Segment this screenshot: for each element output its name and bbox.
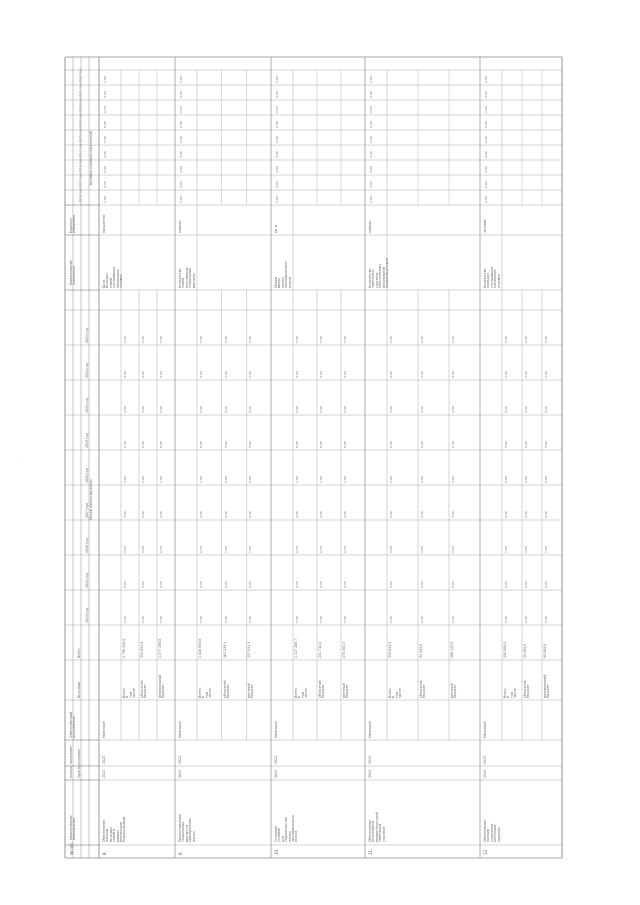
section-3-value-2-5: 0,00 [451, 441, 455, 448]
section-4-target-3: 0,00 [484, 151, 488, 158]
section-1-value-0-0: 0,00 [199, 616, 203, 623]
section-2-value-1-6: 0,00 [319, 406, 323, 413]
section-1-target-5: 0,00 [179, 121, 183, 128]
section-0-value-1-1: 0,00 [141, 581, 145, 588]
section-4-value-2-1: 0,00 [544, 581, 548, 588]
section-3-value-0-4: 0,00 [389, 476, 393, 483]
section-4-value-0-0: 0,00 [504, 616, 508, 623]
section-4-value-0-7: 0,00 [504, 371, 508, 378]
section-3-value-1-2: 0,00 [420, 546, 424, 553]
section-3-executor: Минстрой [368, 721, 372, 738]
section-4-unit: человек [483, 219, 487, 233]
section-1-value-2-5: 0,00 [248, 441, 253, 448]
header-no: № п/п [69, 842, 74, 855]
section-2-value-1-2: 0,00 [319, 546, 323, 553]
section-1-value-2-8: 0,00 [248, 336, 253, 343]
section-3-value-1-1: 0,00 [420, 581, 424, 588]
header-year-7: 2021 год [85, 363, 89, 378]
section-3-value-2-0: 0,00 [451, 616, 455, 623]
section-2-target-0: 0,00 [275, 196, 279, 203]
section-0-value-1-0: 0,00 [141, 616, 145, 623]
section-4-value-1-6: 0,00 [524, 406, 528, 413]
section-1-target-2: 0,00 [179, 166, 183, 173]
section-2-value-0-2: 0,00 [295, 546, 299, 553]
header-name: Наименование мероприятия [69, 815, 77, 840]
section-1-end: 2022 [178, 755, 182, 764]
section-4-value-0-5: 0,00 [504, 441, 508, 448]
section-2-unit: кв. м [274, 224, 278, 233]
section-3-value-2-8: 0,00 [451, 336, 455, 343]
section-4-value-0-2: 0,00 [504, 546, 508, 553]
section-1-value-1-0: 0,00 [223, 616, 228, 623]
section-1-unit: единиц [178, 220, 182, 233]
section-0-value-0-6: 0,00 [123, 406, 127, 413]
header-year-1: 2015 год [85, 573, 89, 588]
section-1-value-2-7: 0,00 [248, 371, 253, 378]
section-1-total-0: 1 016 893,6 [198, 638, 202, 658]
section-1-target-7: 0,00 [179, 91, 183, 98]
section-4-value-1-2: 0,00 [524, 546, 528, 553]
section-0-value-0-2: 0,00 [123, 546, 127, 553]
section-4-value-2-2: 0,00 [544, 546, 548, 553]
section-2-executor: Минстрой [274, 721, 278, 738]
section-3-total-2: 168 422,0 [450, 641, 454, 658]
section-3-value-2-7: 0,00 [451, 371, 455, 378]
section-1-value-0-2: 0,00 [199, 546, 203, 553]
section-3-value-2-4: 0,00 [451, 476, 455, 483]
section-1-value-1-8: 0,00 [223, 336, 228, 343]
section-4-value-1-1: 0,00 [524, 581, 528, 588]
section-1-value-0-6: 0,00 [199, 406, 203, 413]
section-3-target-2: 0,00 [369, 166, 373, 173]
section-4-name: Обеспечение жильем отдельных категорий граждан [483, 819, 501, 842]
section-4-target-1: 0,00 [484, 181, 488, 188]
header-target: Целевые значения показателей [89, 131, 93, 185]
section-4-value-1-5: 0,00 [524, 441, 528, 448]
section-3-no: 11. [368, 848, 373, 855]
section-4-value-0-4: 0,00 [504, 476, 508, 483]
section-4-total-0: 100 000,0 [503, 641, 507, 658]
header-unit: Единица измерения [69, 214, 77, 233]
section-0-start: 2014 [102, 769, 106, 778]
section-4-value-0-3: 0,00 [504, 511, 508, 518]
section-0-value-2-1: 0,00 [159, 581, 163, 588]
section-4-value-2-0: 0,00 [544, 616, 548, 623]
section-0-value-2-6: 0,00 [159, 406, 163, 413]
section-2-end: 2022 [274, 755, 278, 764]
section-2-value-1-7: 0,00 [319, 371, 323, 378]
section-4-target-2: 0,00 [484, 166, 488, 173]
section-2-target-7: 0,00 [275, 91, 279, 98]
section-3-source-1: областной бюджет [419, 680, 427, 698]
section-4-value-1-8: 0,00 [524, 336, 528, 343]
section-4-total-2: 80 000,0 [543, 643, 547, 658]
section-4-source-0: Всего, в том числе [503, 687, 518, 698]
section-2-value-1-3: 0,00 [319, 511, 323, 518]
section-3-value-1-3: 0,00 [420, 511, 424, 518]
section-4-value-2-6: 0,00 [544, 406, 548, 413]
section-0-target-6: 0,00 [103, 106, 107, 113]
section-1-source-0: Всего, в том числе [198, 687, 213, 698]
section-3-value-1-7: 0,00 [420, 371, 424, 378]
header-end: окончание [69, 746, 73, 764]
section-2-value-2-2: 0,00 [343, 546, 347, 553]
section-4-value-2-8: 0,00 [544, 336, 548, 343]
section-4-start: 2014 [483, 769, 487, 778]
section-0-value-1-3: 0,00 [141, 511, 145, 518]
section-0-indicator: Доля молодых семей, улучшивших жилищные условия [102, 266, 124, 288]
section-3-value-0-5: 0,00 [389, 441, 393, 448]
section-2-value-2-6: 0,00 [343, 406, 347, 413]
section-0-value-0-7: 0,00 [123, 371, 127, 378]
section-0-unit: процентов [102, 215, 106, 233]
section-0-no: 8. [102, 851, 107, 855]
section-1-value-1-4: 0,00 [223, 476, 228, 483]
margin-mark: - [21, 456, 25, 458]
section-1-name: Предоставление социальных выплат на приобретение жилья [178, 813, 196, 842]
section-3-target-8: 0,00 [369, 76, 373, 83]
section-4-target-8: 0,00 [484, 76, 488, 83]
section-0-value-2-0: 0,00 [159, 616, 163, 623]
section-0-value-2-2: 0,00 [159, 546, 163, 553]
section-0-source-1: областной бюджет [140, 680, 148, 698]
header-year-6: 2020 год [85, 398, 89, 413]
header-year-0: 2014 год [85, 608, 89, 623]
section-0-value-1-4: 0,00 [141, 476, 145, 483]
section-2-value-2-4: 0,00 [343, 476, 347, 483]
section-2-value-0-7: 0,00 [295, 371, 299, 378]
section-0-target-2: 0,00 [103, 166, 107, 173]
section-1-value-0-7: 0,00 [199, 371, 203, 378]
section-3-value-1-4: 0,00 [420, 476, 424, 483]
section-4-source-1: областной бюджет [523, 680, 531, 698]
section-2-target-1: 0,00 [275, 181, 279, 188]
section-0-target-5: 0,00 [103, 121, 107, 128]
section-2-target-3: 0,00 [275, 151, 279, 158]
section-0-source-2: федеральный бюджет [158, 674, 166, 698]
section-2-no: 10. [274, 848, 279, 855]
section-3-target-5: 0,00 [369, 121, 373, 128]
section-3-total-0: 359 843,5 [388, 641, 392, 658]
section-1-no: 9. [178, 851, 183, 855]
section-2-start: 2014 [274, 769, 278, 778]
section-0-total-2: 1 077 298,8 [158, 638, 162, 658]
header-target-year-2: 2016 год [78, 158, 82, 173]
section-1-source-1: областной бюджет [222, 680, 231, 698]
header-target-year-6: 2020 год [78, 98, 82, 113]
section-2-value-1-4: 0,00 [319, 476, 323, 483]
section-1-value-0-8: 0,00 [199, 336, 203, 343]
section-4-value-2-4: 0,00 [544, 476, 548, 483]
section-3-value-2-6: 0,00 [451, 406, 455, 413]
section-1-value-2-0: 0,00 [248, 616, 253, 623]
section-0-end: 2022 [102, 755, 106, 764]
section-3-name: Обеспечение инженерной инфраструктурой земельных участков [368, 811, 386, 842]
section-0-value-1-8: 0,00 [141, 336, 145, 343]
header-indicator: Наименование показателя [69, 260, 77, 285]
section-2-target-5: 0,00 [275, 121, 279, 128]
section-0-name: Обеспечение жильем молодых семей в рамках реализации подпрограммы [102, 816, 127, 842]
section-0-value-2-5: 0,00 [159, 441, 163, 448]
section-0-value-0-1: 0,00 [123, 581, 127, 588]
section-2-value-1-0: 0,00 [319, 616, 323, 623]
section-2-total-2: 470 482,0 [342, 641, 346, 658]
section-3-value-0-3: 0,00 [389, 511, 393, 518]
section-1-value-2-3: 0,00 [248, 511, 253, 518]
section-0-target-4: 0,00 [103, 136, 107, 143]
section-4-target-4: 0,00 [484, 136, 488, 143]
section-1-target-6: 0,00 [179, 106, 183, 113]
section-0-value-1-2: 0,00 [141, 546, 145, 553]
section-3-value-1-5: 0,00 [420, 441, 424, 448]
section-2-value-0-8: 0,00 [295, 336, 299, 343]
section-3-indicator: Количество земельных участков, обеспеченных инженерной инфраструктурой [368, 257, 390, 288]
section-0-value-0-8: 0,00 [123, 336, 127, 343]
header-executor: Ответственный исполнитель [69, 711, 77, 738]
section-2-target-6: 0,00 [275, 106, 279, 113]
section-0-value-2-4: 0,00 [159, 476, 163, 483]
section-1-value-1-6: 0,00 [223, 406, 228, 413]
section-4-target-6: 0,00 [484, 106, 488, 113]
section-1-value-1-3: 0,00 [223, 511, 228, 518]
section-0-value-0-3: 0,00 [123, 511, 127, 518]
section-1-target-3: 0,00 [179, 151, 183, 158]
section-2-value-0-1: 0,00 [295, 581, 299, 588]
section-4-value-1-7: 0,00 [524, 371, 528, 378]
section-2-source-0: Всего, в том числе [294, 687, 309, 698]
section-3-value-2-2: 0,00 [451, 546, 455, 553]
section-2-name: Создание условий для строительства жилья экономического класса [274, 814, 299, 842]
section-0-value-1-5: 0,00 [141, 441, 145, 448]
section-1-target-0: 0,00 [179, 196, 183, 203]
header-total: Всего [77, 648, 81, 658]
section-0-value-2-8: 0,00 [159, 336, 163, 343]
section-1-total-1: 161 539,1 [222, 641, 227, 658]
section-3-source-2: местный бюджет [450, 683, 458, 698]
section-1-indicator: Количество семей, получивших социальные выплаты [178, 267, 196, 288]
header-year-3: 2017 год [85, 503, 89, 518]
section-1-value-1-7: 0,00 [223, 371, 228, 378]
section-2-total-1: 241 714,0 [318, 641, 322, 658]
section-3-end: 2022 [368, 755, 372, 764]
section-2-value-1-8: 0,00 [319, 336, 323, 343]
header-years: Срок исполнения [77, 748, 81, 778]
section-2-value-1-1: 0,00 [319, 581, 323, 588]
header-target-year-4: 2018 год [78, 128, 82, 143]
section-1-total-2: 257 031,3 [247, 641, 252, 658]
section-2-value-0-3: 0,00 [295, 511, 299, 518]
section-4-value-0-1: 0,00 [504, 581, 508, 588]
section-1-target-8: 0,00 [179, 76, 183, 83]
header-target-year-0: 2014 год [78, 188, 82, 203]
section-3-value-2-3: 0,00 [451, 511, 455, 518]
section-0-value-1-7: 0,00 [141, 371, 145, 378]
section-4-target-7: 0,00 [484, 91, 488, 98]
section-4-value-2-5: 0,00 [544, 441, 548, 448]
section-4-total-1: 20 000,0 [523, 643, 527, 658]
section-2-target-2: 0,00 [275, 166, 279, 173]
section-2-value-2-7: 0,00 [343, 371, 347, 378]
section-3-value-0-1: 0,00 [389, 581, 393, 588]
header-funding: Объем финансирования [89, 479, 93, 520]
section-2-total-0: 1 127 268,7 [294, 638, 298, 658]
section-1-source-2: местный бюджет [247, 683, 255, 698]
section-2-value-2-3: 0,00 [343, 511, 347, 518]
section-3-source-0: Всего, в том числе [388, 687, 403, 698]
section-4-value-1-0: 0,00 [524, 616, 528, 623]
section-4-value-0-6: 0,00 [504, 406, 508, 413]
section-1-value-0-4: 0,00 [199, 476, 203, 483]
section-2-indicator: Объем ввода жилья экономического класса [274, 260, 292, 288]
section-3-value-0-6: 0,00 [389, 406, 393, 413]
section-3-start: 2014 [368, 769, 372, 778]
section-1-value-2-4: 0,00 [248, 476, 253, 483]
section-1-value-0-5: 0,00 [199, 441, 203, 448]
section-3-total-1: 91 945,6 [419, 643, 423, 658]
section-3-target-0: 0,00 [369, 196, 373, 203]
section-2-value-0-0: 0,00 [295, 616, 299, 623]
section-4-source-2: федеральный бюджет [543, 674, 551, 698]
section-4-indicator: Количество граждан, улучшивших жилищные условия [483, 266, 501, 288]
section-2-value-0-5: 0,00 [295, 441, 299, 448]
section-1-value-2-6: 0,00 [248, 406, 253, 413]
section-1-value-1-1: 0,00 [223, 581, 228, 588]
section-3-value-1-0: 0,00 [420, 616, 424, 623]
section-1-value-1-5: 0,00 [223, 441, 228, 448]
section-2-value-0-4: 0,00 [295, 476, 299, 483]
header-start: начало [69, 766, 73, 778]
section-3-target-3: 0,00 [369, 151, 373, 158]
header-source: Источник [77, 682, 81, 698]
section-0-value-0-5: 0,00 [123, 441, 127, 448]
section-4-value-0-8: 0,00 [504, 336, 508, 343]
section-1-value-2-2: 0,00 [248, 546, 253, 553]
section-3-value-0-2: 0,00 [389, 546, 393, 553]
section-1-value-1-2: 0,00 [223, 546, 228, 553]
section-3-value-1-6: 0,00 [420, 406, 424, 413]
section-3-target-4: 0,00 [369, 136, 373, 143]
header-year-5: 2019 год [85, 433, 89, 448]
section-0-target-0: 0,00 [103, 196, 107, 203]
section-3-target-7: 0,00 [369, 91, 373, 98]
section-3-target-6: 0,00 [369, 106, 373, 113]
section-4-target-5: 0,00 [484, 121, 488, 128]
section-0-target-8: 0,00 [103, 76, 107, 83]
header-target-year-1: 2015 год [78, 173, 82, 188]
section-1-value-0-3: 0,00 [199, 511, 203, 518]
section-1-target-1: 0,00 [179, 181, 183, 188]
section-2-value-2-0: 0,00 [343, 616, 347, 623]
section-2-target-8: 0,00 [275, 76, 279, 83]
section-1-value-0-1: 0,00 [199, 581, 203, 588]
section-0-value-0-4: 0,00 [123, 476, 127, 483]
section-4-no: 12. [483, 848, 488, 855]
section-2-value-1-5: 0,00 [319, 441, 323, 448]
section-1-value-2-1: 0,00 [248, 581, 253, 588]
section-3-unit: единиц [368, 220, 372, 233]
section-4-value-1-3: 0,00 [524, 511, 528, 518]
section-0-total-0: 1 706 289,0 [122, 638, 126, 658]
section-4-target-0: 0,00 [484, 196, 488, 203]
section-3-value-0-0: 0,00 [389, 616, 393, 623]
section-4-end: 2022 [483, 755, 487, 764]
section-2-value-2-5: 0,00 [343, 441, 347, 448]
header-target-year-7: 2021 год [78, 83, 82, 98]
section-0-target-1: 0,00 [103, 181, 107, 188]
section-2-value-2-1: 0,00 [343, 581, 347, 588]
section-1-executor: Минстрой [178, 721, 182, 738]
section-4-value-2-7: 0,00 [544, 371, 548, 378]
section-3-target-1: 0,00 [369, 181, 373, 188]
section-3-value-0-7: 0,00 [389, 371, 393, 378]
section-0-total-1: 353 653,8 [140, 641, 144, 658]
header-year-2: 2016 год [85, 538, 89, 553]
section-2-value-2-8: 0,00 [343, 336, 347, 343]
section-3-value-0-8: 0,00 [389, 336, 393, 343]
section-1-target-4: 0,00 [179, 136, 183, 143]
section-0-source-0: Всего, в том числе [122, 687, 137, 698]
header-year-8: 2022 год [85, 328, 89, 343]
section-0-target-3: 0,00 [103, 151, 107, 158]
section-2-value-0-6: 0,00 [295, 406, 299, 413]
section-0-value-0-0: 0,00 [123, 616, 127, 623]
section-4-value-1-4: 0,00 [524, 476, 528, 483]
section-2-target-4: 0,00 [275, 136, 279, 143]
section-0-value-2-3: 0,00 [159, 511, 163, 518]
section-0-value-2-7: 0,00 [159, 371, 163, 378]
section-3-value-1-8: 0,00 [420, 336, 424, 343]
header-year-4: 2018 год [85, 468, 89, 483]
section-2-source-2: местный бюджет [342, 683, 350, 698]
header-target-year-5: 2019 год [78, 113, 82, 128]
section-0-executor: Минстрой [102, 721, 106, 738]
section-3-value-2-1: 0,00 [451, 581, 455, 588]
section-4-executor: Минстрой [483, 721, 487, 738]
section-1-start: 2014 [178, 769, 182, 778]
section-2-source-1: областной бюджет [318, 680, 326, 698]
section-0-target-7: 0,00 [103, 91, 107, 98]
header-target-year-3: 2017 год [78, 143, 82, 158]
section-0-value-1-6: 0,00 [141, 406, 145, 413]
header-target-year-8: 2022 год [78, 68, 82, 83]
section-4-value-2-3: 0,00 [544, 511, 548, 518]
